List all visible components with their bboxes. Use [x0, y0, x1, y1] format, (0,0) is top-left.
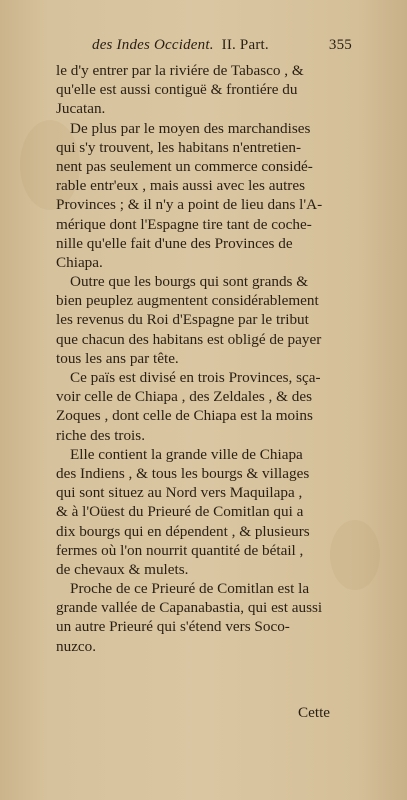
text-line: tous les ans par tête.: [56, 349, 179, 367]
text-line: Jucatan.: [56, 100, 106, 118]
text-line: qui sont situez au Nord vers Maquilapa ,: [56, 484, 303, 502]
text-line: nent pas seulement un commerce considé-: [56, 157, 313, 175]
text-line: un autre Prieuré qui s'étend vers Soco-: [56, 618, 290, 636]
text-line: Chiapa.: [56, 253, 103, 271]
running-head: [92, 37, 350, 59]
text-line: riche des trois.: [56, 426, 145, 444]
text-line: rable entr'eux , mais aussi avec les autres: [56, 177, 306, 195]
text-line: & à l'Oüest du Prieuré de Comitlan qui a: [56, 503, 304, 521]
catchword: Cette: [298, 704, 331, 721]
text-line: nille qu'elle fait d'une des Provinces de: [56, 234, 293, 252]
text-line: qui s'y trouvent, les habitans n'entretien-: [56, 138, 302, 156]
text-line: qu'elle est aussi contiguë & frontiére du: [56, 81, 298, 99]
paragraph-first-line: De plus par le moyen des marchandises: [70, 119, 311, 137]
text-line: voir celle de Chiapa , des Zeldales , & des: [56, 388, 312, 406]
text-line: grande vallée de Capanabastia, qui est aussi: [56, 599, 323, 617]
paragraph-first-line: Proche de ce Prieuré de Comitlan est la: [70, 580, 310, 598]
paragraph-first-line: Ce païs est divisé en trois Provinces, sça-: [70, 369, 321, 386]
text-line: Zoques , dont celle de Chiapa est la moins: [56, 407, 313, 425]
text-line: le d'y entrer par la riviére de Tabasco , &: [56, 62, 304, 79]
body-text: [56, 61, 346, 656]
text-line: fermes où l'on nourrit quantité de bétail ,: [56, 541, 304, 559]
page-number: 355: [328, 37, 352, 53]
running-head-title: des Indes Occident.: [92, 37, 214, 53]
text-line: les revenus du Roi d'Espagne par le tribut: [56, 311, 309, 329]
paragraph-first-line: Outre que les bourgs qui sont grands &: [70, 273, 309, 291]
text-line: bien peuplez augmentent considérablement: [56, 292, 319, 310]
text-line: des Indiens , & tous les bourgs & villages: [56, 464, 310, 482]
paragraph-first-line: Elle contient la grande ville de Chiapa: [70, 445, 303, 463]
text-line: que chacun des habitans est obligé de payer: [56, 330, 322, 348]
text-line: de chevaux & mulets.: [56, 560, 189, 578]
text-line: dix bourgs qui en dépendent , & plusieurs: [56, 522, 310, 540]
text-line: nuzco.: [56, 637, 97, 655]
text-line: mérique dont l'Espagne tire tant de coche-: [56, 215, 312, 233]
text-line: Provinces ; & il n'y a point de lieu dans l'A-: [56, 196, 323, 214]
running-head-part: II. Part.: [221, 37, 269, 53]
